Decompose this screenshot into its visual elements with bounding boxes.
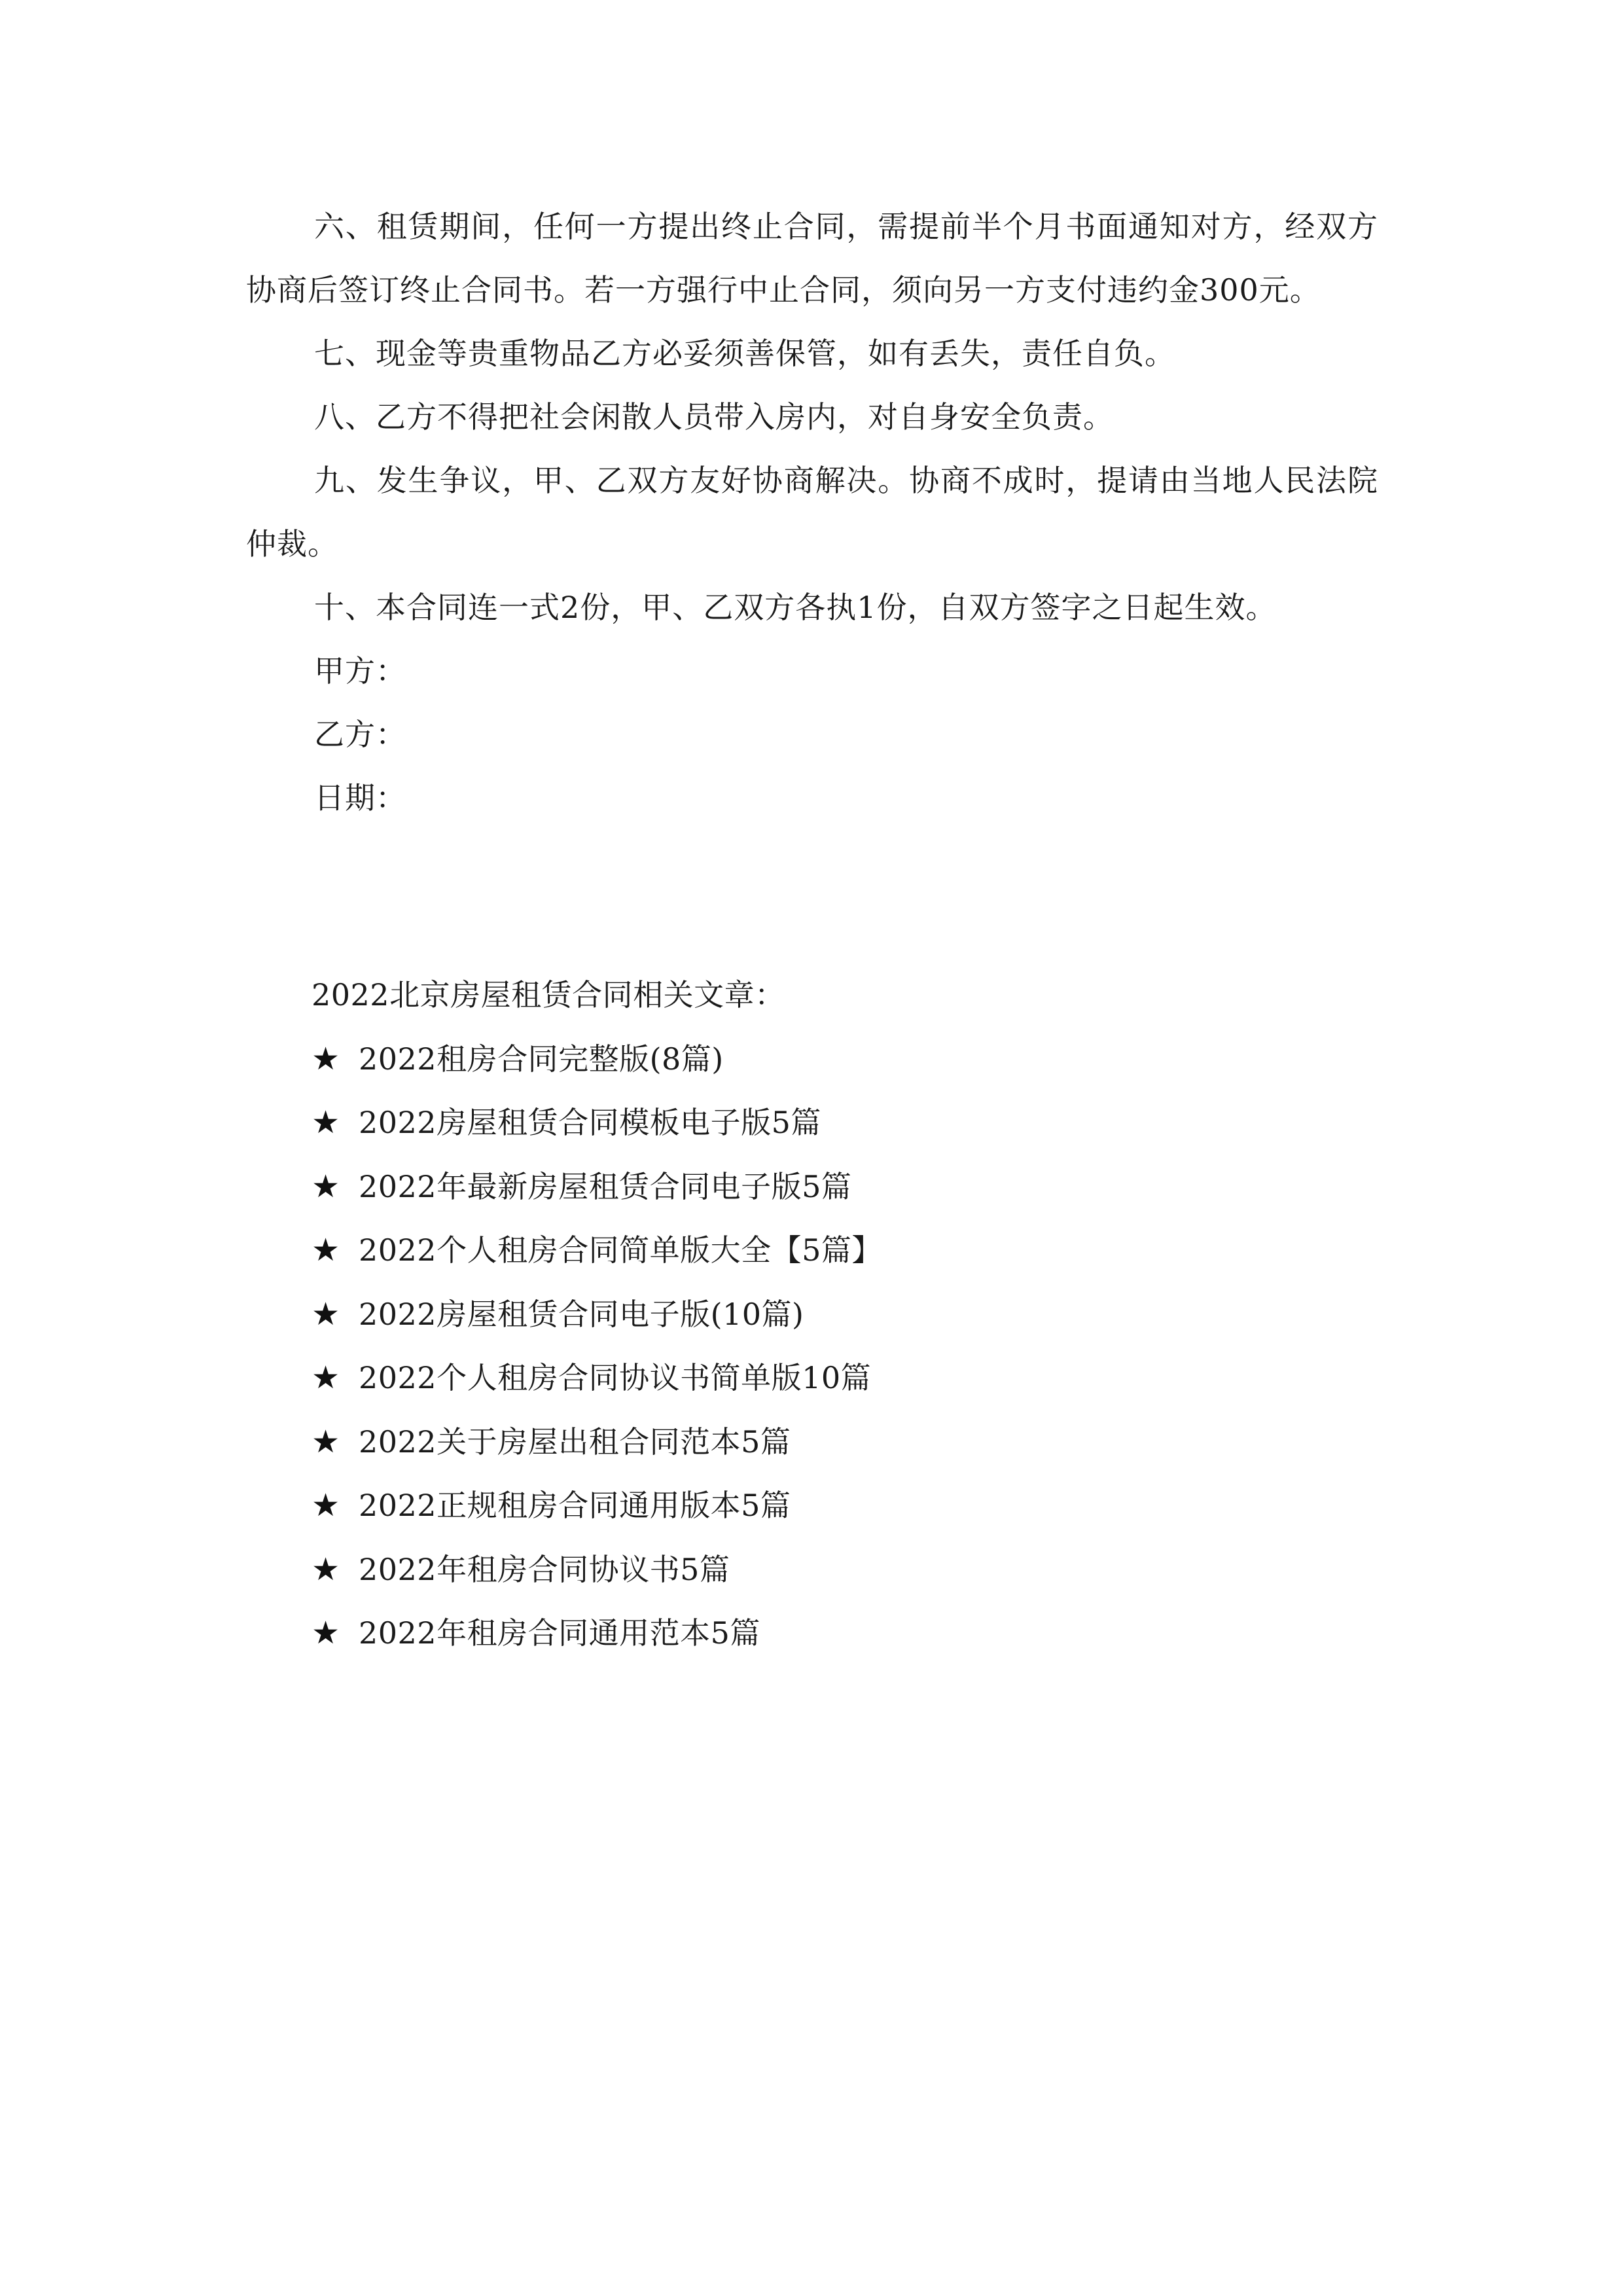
related-article-link[interactable]: 2022年最新房屋租赁合同电子版5篇 (359, 1168, 852, 1204)
clause-10: 十、本合同连一式2份，甲、乙双方各执1份，自双方签字之日起生效。 (314, 590, 1277, 625)
clause-9: 九、发生争议，甲、乙双方友好协商解决。协商不成时，提请由当地人民法院仲裁。 (246, 463, 1378, 562)
related-article-link[interactable]: 2022年租房合同协议书5篇 (359, 1551, 730, 1587)
related-article-link[interactable]: 2022正规租房合同通用版本5篇 (359, 1488, 791, 1523)
clause-8: 八、乙方不得把社会闲散人员带入房内，对自身安全负责。 (314, 399, 1114, 435)
related-article-link[interactable]: 2022关于房屋出租合同范本5篇 (359, 1424, 791, 1460)
star-icon: ★ (312, 1104, 340, 1141)
party-b-label: 乙方： (314, 717, 406, 752)
contract-clauses (246, 195, 1378, 830)
related-article-link[interactable]: 2022个人租房合同简单版大全【5篇】 (359, 1232, 882, 1268)
star-icon: ★ (312, 1232, 340, 1268)
star-icon: ★ (312, 1359, 340, 1396)
star-icon: ★ (312, 1168, 340, 1205)
clause-6: 六、租赁期间，任何一方提出终止合同，需提前半个月书面通知对方，经双方协商后签订终止合同书。若一方强行中止合同，须向另一方支付违约金300元。 (246, 209, 1378, 308)
related-article-item[interactable] (312, 1474, 1359, 1538)
star-icon: ★ (312, 1615, 340, 1651)
related-articles (312, 963, 1359, 1666)
related-article-item[interactable] (312, 1219, 1359, 1283)
related-article-item[interactable] (312, 1602, 1359, 1666)
related-article-item[interactable] (312, 1410, 1359, 1475)
star-icon: ★ (312, 1551, 340, 1588)
related-article-link[interactable]: 2022房屋租赁合同模板电子版5篇 (359, 1105, 821, 1140)
related-article-link[interactable]: 2022个人租房合同协议书简单版10篇 (359, 1360, 872, 1395)
related-article-item[interactable] (312, 1091, 1359, 1155)
star-icon: ★ (312, 1487, 340, 1524)
related-article-link[interactable]: 2022租房合同完整版(8篇) (359, 1041, 724, 1077)
clause-7: 七、现金等贵重物品乙方必妥须善保管，如有丢失，责任自负。 (314, 336, 1175, 371)
related-articles-title: 2022北京房屋租赁合同相关文章： (312, 977, 785, 1013)
related-article-item[interactable] (312, 1346, 1359, 1410)
related-article-link[interactable]: 2022年租房合同通用范本5篇 (359, 1615, 760, 1651)
party-a-label: 甲方： (314, 653, 406, 689)
star-icon: ★ (312, 1423, 340, 1460)
star-icon: ★ (312, 1040, 340, 1077)
star-icon: ★ (312, 1295, 340, 1333)
date-label: 日期： (314, 780, 406, 816)
related-article-item[interactable] (312, 1028, 1359, 1092)
related-articles-list (312, 1028, 1359, 1666)
related-article-item[interactable] (312, 1538, 1359, 1602)
related-article-link[interactable]: 2022房屋租赁合同电子版(10篇) (359, 1296, 804, 1332)
related-article-item[interactable] (312, 1155, 1359, 1219)
related-article-item[interactable] (312, 1283, 1359, 1347)
